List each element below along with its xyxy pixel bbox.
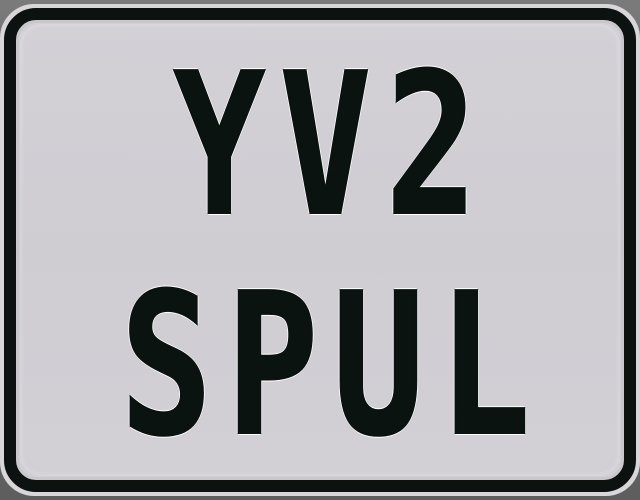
registration-line-1: YV2 [173, 32, 492, 260]
registration-line-2: SPUL [120, 252, 545, 480]
